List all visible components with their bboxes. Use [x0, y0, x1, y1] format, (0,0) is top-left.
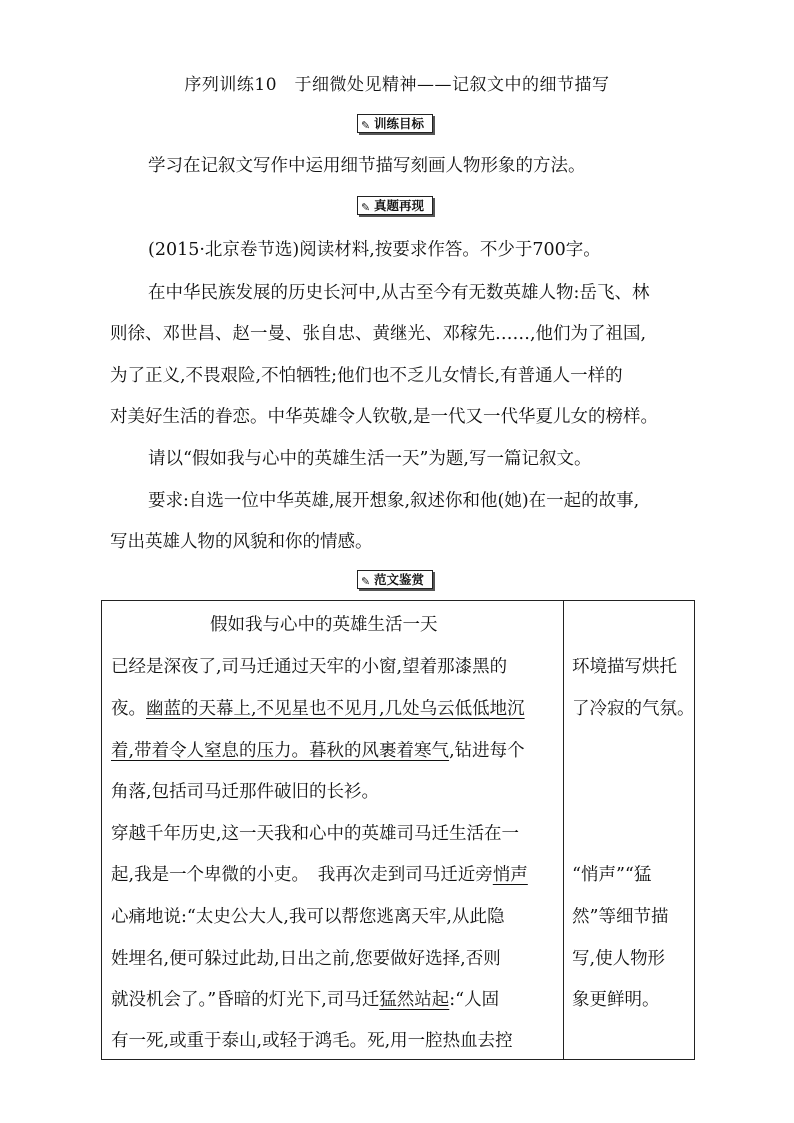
essay-line: 有一死,或重于泰山,或轻于鸿毛。死,用一腔热血去控 [111, 1031, 513, 1051]
underlined-text: 幽蓝的天幕上,不见星也不见月,几处乌云低低地沉 [146, 699, 525, 719]
annotation-line: 了冷寂的气氛。 [572, 699, 695, 719]
badge-label: 范文鉴赏 [374, 572, 425, 587]
annotation-line: 环境描写烘托 [572, 657, 677, 677]
underlined-text: 着,带着令人窒息的压力。暮秋的风裹着寒气 [111, 741, 450, 761]
exam-paragraph-line: 在中华民族发展的历史长河中,从古至今有无数英雄人物:岳飞、林 [148, 283, 650, 303]
exam-paragraph-line: 对美好生活的眷恋。中华英雄令人钦敬,是一代又一代华夏儿女的榜样。 [110, 407, 659, 427]
essay-line: 穿越千年历史,这一天我和心中的英雄司马迁生活在一 [111, 824, 520, 844]
essay-line: 心痛地说:“太史公大人,我可以帮您逃离天牢,从此隐 [111, 907, 505, 927]
essay-title: 假如我与心中的英雄生活一天 [210, 615, 438, 635]
section-badge-model [357, 570, 433, 589]
badge-label: 真题再现 [374, 198, 425, 213]
annotation-line: 然”等细节描 [572, 907, 669, 927]
essay-line: 着,带着令人窒息的压力。暮秋的风裹着寒气,钻进每个 [111, 741, 525, 761]
underlined-text: 猛然站起 [379, 990, 450, 1010]
essay-line: 夜。幽蓝的天幕上,不见星也不见月,几处乌云低低地沉 [111, 699, 525, 719]
essay-line: 就没机会了。”昏暗的灯光下,司马迁猛然站起:“人固 [111, 990, 500, 1010]
exam-requirement: 要求:自选一位中华英雄,展开想象,叙述你和他(她)在一起的故事, [148, 491, 640, 511]
page-title: 序列训练10 于细微处见精神——记叙文中的细节描写 [184, 75, 610, 95]
essay-line: 角落,包括司马迁那件破旧的长衫。 [111, 782, 380, 802]
exam-requirement: 写出英雄人物的风貌和你的情感。 [110, 532, 373, 552]
essay-line: 已经是深夜了,司马迁通过天牢的小窗,望着那漆黑的 [111, 657, 508, 677]
table-divider [563, 600, 564, 1060]
goal-text: 学习在记叙文写作中运用细节描写刻画人物形象的方法。 [148, 156, 586, 176]
underlined-text: 悄声 [492, 865, 528, 885]
badge-icon: ✎ [361, 119, 371, 132]
annotation-line: 象更鲜明。 [572, 990, 660, 1010]
badge-icon: ✎ [361, 575, 371, 588]
section-badge-goal [357, 114, 433, 133]
annotation-line: 写,使人物形 [572, 949, 666, 969]
exam-paragraph-line: 为了正义,不畏艰险,不怕牺牲;他们也不乏儿女情长,有普通人一样的 [110, 366, 623, 386]
exam-source: (2015·北京卷节选)阅读材料,按要求作答。不少于700字。 [148, 240, 601, 260]
annotation-line: “悄声”“猛 [572, 865, 652, 885]
exam-paragraph-line: 则徐、邓世昌、赵一曼、张自忠、黄继光、邓稼先……,他们为了祖国, [110, 324, 647, 344]
section-badge-exam [357, 196, 433, 215]
essay-line: 姓埋名,便可躲过此劫,日出之前,您要做好选择,否则 [111, 949, 501, 969]
essay-line: 起,我是一个卑微的小吏。 我再次走到司马迁近旁悄声 [111, 865, 528, 885]
exam-prompt: 请以“假如我与心中的英雄生活一天”为题,写一篇记叙文。 [148, 449, 592, 469]
badge-label: 训练目标 [374, 116, 425, 131]
badge-icon: ✎ [361, 201, 371, 214]
